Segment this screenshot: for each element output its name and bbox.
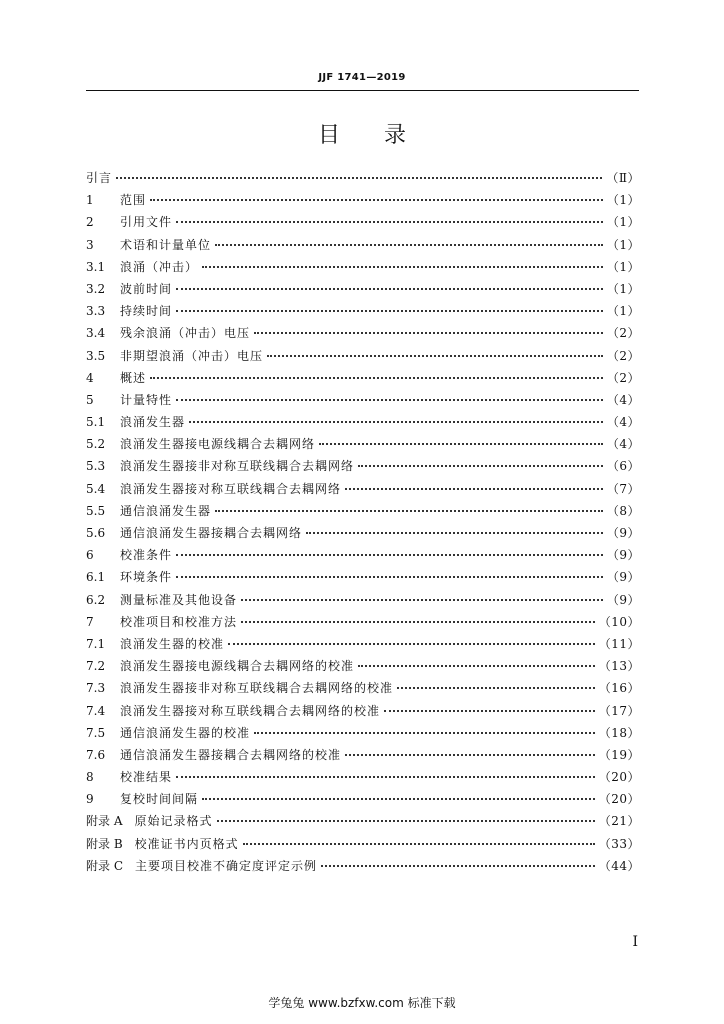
toc-entry-number: 3.2 (86, 281, 106, 296)
toc-entry (86, 544, 640, 566)
dot-leader (202, 797, 595, 800)
toc-entry (86, 411, 640, 433)
dot-leader (358, 664, 595, 667)
toc-entry-title: 引用文件 (120, 215, 173, 230)
toc-entry-number: 6.2 (86, 592, 106, 607)
toc-entry-page: （1） (606, 215, 640, 230)
toc-entry-number: 5.3 (86, 459, 106, 474)
toc-entry-page: （4） (606, 415, 640, 430)
toc-entry (86, 833, 640, 855)
toc-entry (86, 611, 640, 633)
toc-entry-number: 7.1 (86, 636, 106, 651)
toc-entry-number: 1 (86, 193, 94, 208)
toc-entry-title: 校准证书内页格式 (134, 836, 239, 851)
dot-leader (176, 220, 603, 223)
toc-entry (86, 234, 640, 256)
dot-leader (241, 620, 595, 623)
toc-entry (86, 256, 640, 278)
toc-entry-page: （4） (606, 392, 640, 407)
toc-entry-title: 通信浪涌发生器的校准 (120, 725, 251, 740)
toc-entry-title: 持续时间 (120, 304, 173, 319)
dot-leader (384, 709, 595, 712)
dot-leader (321, 864, 595, 867)
dot-leader (217, 819, 595, 822)
toc-title: 目录 (317, 123, 450, 148)
toc-entry-page: （4） (606, 437, 640, 452)
toc-entry-title: 校准条件 (120, 548, 173, 563)
dot-leader (345, 753, 595, 756)
header-rule (86, 90, 639, 91)
toc-entry-page: （21） (598, 814, 640, 829)
toc-entry-title: 术语和计量单位 (120, 237, 212, 252)
toc-entry-page: （18） (598, 725, 640, 740)
toc-entry (86, 211, 640, 233)
toc-entry-page: （1） (606, 304, 640, 319)
toc-entry-number: 7.2 (86, 659, 106, 674)
toc-entry-page: （9） (606, 570, 640, 585)
toc-entry-title: 浪涌发生器接对称互联线耦合去耦网络 (120, 481, 342, 496)
toc-entry-number: 5.6 (86, 526, 106, 540)
toc-entry-title: 复校时间间隔 (120, 792, 199, 807)
toc-entry-number: 3.3 (86, 304, 106, 319)
toc-entry-number: 4 (86, 370, 94, 385)
toc-entry-number: 3.4 (86, 326, 106, 341)
toc-entry-title: 非期望浪涌（冲击）电压 (120, 348, 264, 363)
dot-leader (176, 775, 595, 778)
toc-entry (86, 367, 640, 389)
dot-leader (254, 331, 603, 334)
toc-entry (86, 433, 640, 455)
dot-leader (228, 642, 595, 645)
toc-entry-title: 通信浪涌发生器接耦合去耦网络 (120, 526, 303, 540)
dot-leader (176, 309, 603, 312)
toc-entry-page: （13） (598, 659, 640, 674)
toc-entry-number: 7.3 (86, 681, 106, 696)
toc-entry-title: 浪涌发生器的校准 (120, 636, 225, 651)
toc-entry (86, 345, 640, 367)
toc-entry-number: 7 (86, 614, 94, 629)
dot-leader (241, 598, 603, 601)
dot-leader (176, 398, 603, 401)
dot-leader (243, 842, 595, 845)
dot-leader (397, 686, 595, 689)
toc-entry-page: （6） (606, 459, 640, 474)
toc-entry-number: 3 (86, 237, 94, 252)
page-number: I (632, 934, 638, 950)
toc-entry (86, 278, 640, 300)
dot-leader (254, 731, 595, 734)
toc-entry-title: 环境条件 (120, 570, 173, 585)
toc-entry-number: 3.5 (86, 348, 106, 363)
toc-entry (86, 167, 640, 189)
toc-entry-page: （9） (606, 548, 640, 563)
dot-leader (267, 354, 603, 357)
toc-entry (86, 810, 640, 832)
toc-entry (86, 189, 640, 211)
toc-entry-page: （Ⅱ） (606, 171, 640, 185)
dot-leader (215, 509, 603, 512)
toc-entry-page: （20） (598, 792, 640, 807)
dot-leader (306, 531, 603, 534)
toc-entry-page: （8） (606, 503, 640, 518)
toc-entry-page: （20） (598, 770, 640, 785)
toc-entry-title: 浪涌（冲击） (120, 259, 199, 274)
toc-entry-title: 通信浪涌发生器 (120, 503, 212, 518)
toc-entry (86, 677, 640, 699)
toc-entry-number: 9 (86, 792, 94, 807)
toc-entry-title: 通信浪涌发生器接耦合去耦网络的校准 (120, 747, 342, 762)
dot-leader (176, 553, 603, 556)
toc-entry-number: 附录 C (86, 858, 123, 873)
toc-entry-number: 5.1 (86, 415, 106, 430)
toc-entry-page: （2） (606, 326, 640, 341)
toc-entry-number: 5.5 (86, 503, 106, 518)
dot-leader (150, 198, 603, 201)
toc-entry-page: （2） (606, 370, 640, 385)
toc-entry (86, 566, 640, 588)
toc-entry-page: （44） (598, 858, 640, 873)
toc-entry-number: 附录 A (86, 814, 123, 829)
toc-entry (86, 322, 640, 344)
toc-entry-number: 7.4 (86, 703, 106, 718)
toc-entry (86, 522, 640, 544)
toc-entry-title: 原始记录格式 (134, 814, 213, 829)
dot-leader (345, 487, 603, 490)
dot-leader (150, 376, 603, 379)
dot-leader (176, 287, 603, 290)
toc-entry-title: 引言 (86, 171, 113, 185)
toc-entry-title: 范围 (120, 193, 147, 208)
dot-leader (116, 176, 602, 179)
standard-code-header: JJF 1741—2019 (318, 72, 406, 83)
toc-entry-title: 浪涌发生器接电源线耦合去耦网络的校准 (120, 659, 355, 674)
toc-entry-page: （1） (606, 237, 640, 252)
dot-leader (176, 575, 603, 578)
toc-entry-page: （7） (606, 481, 640, 496)
toc-entry-title: 浪涌发生器接电源线耦合去耦网络 (120, 437, 316, 452)
dot-leader (215, 243, 603, 246)
toc-entry-title: 浪涌发生器接非对称互联线耦合去耦网络 (120, 459, 355, 474)
dot-leader (202, 265, 603, 268)
toc-entry (86, 389, 640, 411)
toc-entry-page: （1） (606, 281, 640, 296)
toc-entry-page: （11） (598, 636, 640, 651)
toc-entry-page: （1） (606, 259, 640, 274)
toc-entry-title: 主要项目校准不确定度评定示例 (135, 858, 318, 873)
toc-entry-title: 测量标准及其他设备 (120, 592, 238, 607)
toc-entry (86, 589, 640, 611)
toc-entry (86, 744, 640, 766)
toc-entry (86, 300, 640, 322)
toc-entry-title: 波前时间 (120, 281, 173, 296)
toc-entry (86, 655, 640, 677)
toc-entry (86, 722, 640, 744)
toc-entry-title: 残余浪涌（冲击）电压 (120, 326, 251, 341)
toc-entry (86, 855, 640, 877)
toc-entry-page: （2） (606, 348, 640, 363)
toc-entry-number: 5.4 (86, 481, 106, 496)
toc-entry-page: （33） (598, 836, 640, 851)
toc-entry (86, 788, 640, 810)
toc-entry-title: 校准项目和校准方法 (120, 614, 238, 629)
toc-entry (86, 500, 640, 522)
toc-entry-title: 校准结果 (120, 770, 173, 785)
toc-entry-title: 计量特性 (120, 392, 173, 407)
toc-entry-page: （19） (598, 747, 640, 762)
toc-entry-number: 5.2 (86, 437, 106, 452)
dot-leader (358, 464, 603, 467)
toc-entry-number: 2 (86, 215, 94, 230)
toc-entry (86, 700, 640, 722)
toc-entry-number: 5 (86, 392, 94, 407)
toc-entry-title: 浪涌发生器 (120, 415, 186, 430)
toc-entry-page: （17） (598, 703, 640, 718)
dot-leader (319, 442, 603, 445)
toc-entry-page: （9） (606, 526, 640, 540)
toc-entry-number: 3.1 (86, 259, 106, 274)
toc-entry-page: （16） (598, 681, 640, 696)
toc-entry-title: 浪涌发生器接非对称互联线耦合去耦网络的校准 (120, 681, 394, 696)
toc-entry-number: 7.5 (86, 725, 106, 740)
toc-entry-page: （10） (598, 614, 640, 629)
toc-entry (86, 766, 640, 788)
toc-entry (86, 478, 640, 500)
toc-entry-number: 附录 B (86, 836, 123, 851)
toc-entry (86, 455, 640, 477)
toc-entry-title: 浪涌发生器接对称互联线耦合去耦网络的校准 (120, 703, 381, 718)
table-of-contents (86, 167, 640, 877)
toc-entry-number: 8 (86, 770, 94, 785)
toc-entry-number: 6.1 (86, 570, 106, 585)
toc-entry (86, 633, 640, 655)
toc-entry-number: 6 (86, 548, 94, 563)
toc-entry-title: 概述 (120, 370, 147, 385)
dot-leader (189, 420, 603, 423)
toc-entry-page: （1） (606, 193, 640, 208)
toc-entry-number: 7.6 (86, 747, 106, 762)
footer-watermark: 学兔兔 www.bzfxw.com 标准下载 (268, 996, 456, 1010)
toc-entry-page: （9） (606, 592, 640, 607)
